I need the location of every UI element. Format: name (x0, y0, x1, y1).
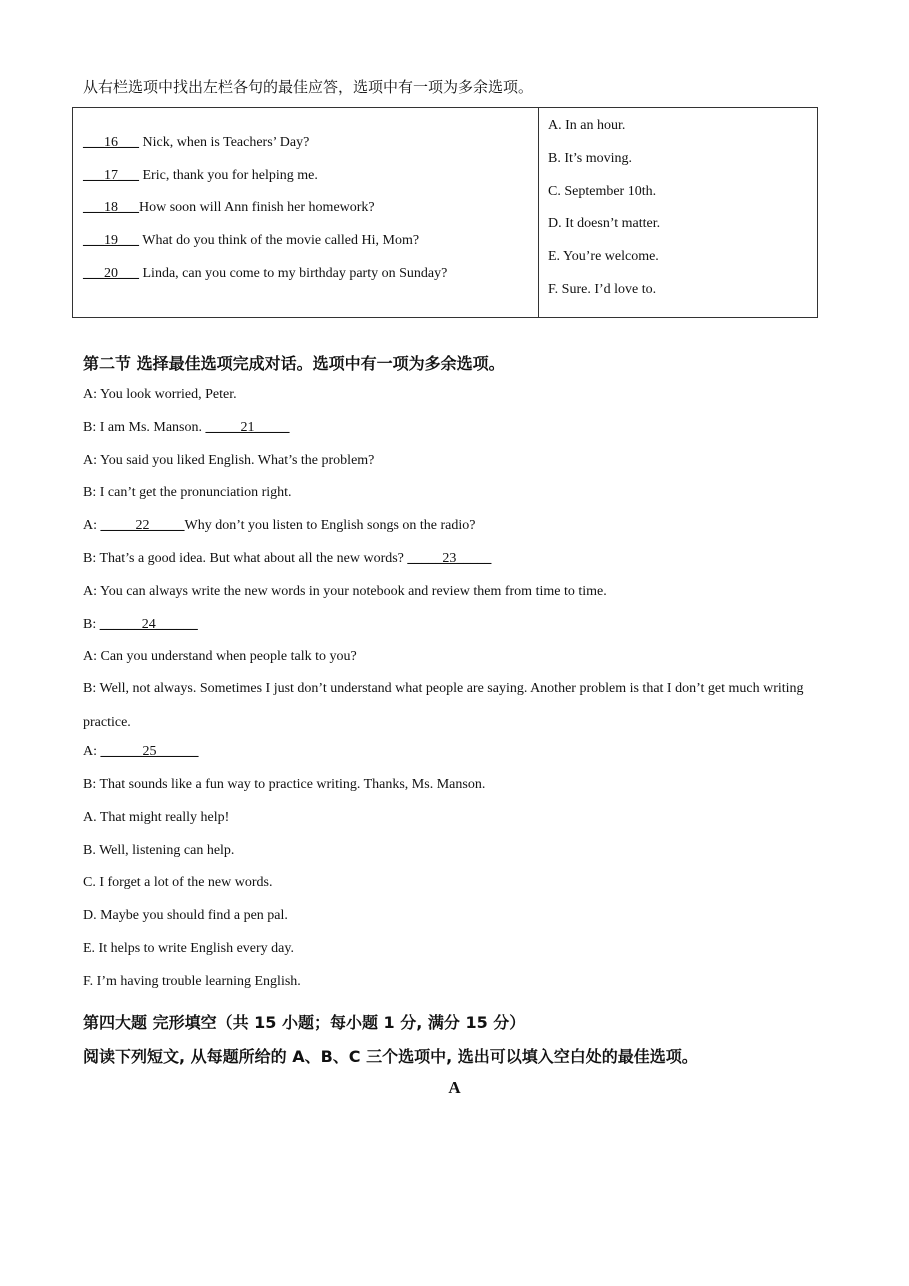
option-f: F. Sure. I’d love to. (548, 281, 657, 297)
dialogue-line (83, 740, 823, 773)
line-text: A: You can always write the new words in your notebook and review them from time to time. (83, 583, 607, 599)
dialogue (83, 383, 823, 1003)
option-b: B. It’s moving. (548, 150, 633, 166)
dialogue-option-c: C. I forget a lot of the new words. (83, 875, 273, 891)
dialogue-line (83, 383, 823, 416)
line-text-after: Why don’t you listen to English songs on the radio? (184, 518, 476, 534)
dialogue-option-a: A. That might really help! (83, 809, 230, 825)
line-text: B: (83, 616, 100, 632)
question-text: What do you think of the movie called Hi, Mom? (139, 233, 420, 249)
question-text: How soon will Ann finish her homework? (139, 200, 375, 216)
dialogue-line (83, 613, 823, 646)
dialogue-line (83, 514, 823, 547)
blank-21: _____21_____ (205, 419, 290, 435)
blank-23: _____23_____ (407, 550, 492, 566)
passage-label: A (448, 1078, 461, 1097)
dialogue-option-e: E. It helps to write English every day. (83, 940, 294, 956)
questions-column (73, 108, 539, 318)
dialogue-option-b: B. Well, listening can help. (83, 842, 235, 858)
question-text: Nick, when is Teachers’ Day? (139, 135, 310, 150)
matching-instruction: 从右栏选项中找出左栏各句的最佳应答，选项中有一项为多余选项。 (83, 78, 534, 96)
option-e: E. You’re welcome. (548, 249, 659, 265)
line-text: A: (83, 518, 101, 534)
question-19 (73, 231, 538, 264)
line-text: B: I can’t get the pronunciation right. (83, 485, 292, 501)
line-text: A: You said you liked English. What’s the problem? (83, 452, 375, 468)
line-text: A: Can you understand when people talk to you? (83, 649, 357, 665)
answer-blank: ___16___ (83, 135, 139, 150)
question-text: Linda, can you come to my birthday party on Sunday? (139, 265, 448, 281)
part-4-instruction: 阅读下列短文, 从每题所给的 A、B、C 三个选项中, 选出可以填入空白处的最佳选项。 (83, 1047, 698, 1066)
dialogue-line (83, 481, 823, 514)
dialogue-option-d: D. Maybe you should find a pen pal. (83, 908, 288, 924)
dialogue-line: B: That sounds like a fun way to practice writing. Thanks, Ms. Manson. (83, 776, 486, 792)
answer-blank: ___17___ (83, 167, 139, 183)
blank-25: ______25______ (100, 744, 199, 760)
dialogue-line (83, 449, 823, 482)
dialogue-line (83, 547, 823, 580)
matching-table (72, 107, 818, 318)
dialogue-line (83, 416, 823, 449)
question-text: Eric, thank you for helping me. (139, 167, 318, 183)
option-d: D. It doesn’t matter. (548, 216, 661, 232)
option-a: A. In an hour. (548, 118, 626, 133)
dialogue-line-long: B: Well, not always. Sometimes I just don’t understand what people are saying. Another problem is that I don’t get much writing practice. (83, 681, 804, 731)
line-text: B: I am Ms. Manson. (83, 419, 206, 435)
question-16 (73, 133, 538, 166)
question-17 (73, 166, 538, 199)
line-text: B: That’s a good idea. But what about all the new words? (83, 550, 408, 566)
section-2-title: 第二节 选择最佳选项完成对话。选项中有一项为多余选项。 (83, 354, 505, 373)
answer-blank: ___19___ (83, 233, 139, 249)
line-text: A: You look worried, Peter. (83, 387, 237, 402)
options-column (539, 108, 818, 318)
answer-blank: ___18___ (83, 200, 139, 216)
blank-24: ______24______ (99, 616, 198, 632)
question-20 (73, 264, 538, 297)
question-18 (73, 198, 538, 231)
option-c: C. September 10th. (548, 183, 657, 199)
line-text: A: (83, 744, 101, 760)
part-4-title: 第四大题 完形填空（共 15 小题；每小题 1 分, 满分 15 分） (83, 1013, 526, 1032)
dialogue-line (83, 580, 823, 613)
blank-22: _____22_____ (100, 518, 185, 534)
answer-blank: ___20___ (83, 265, 139, 281)
dialogue-option-f: F. I’m having trouble learning English. (83, 973, 301, 989)
